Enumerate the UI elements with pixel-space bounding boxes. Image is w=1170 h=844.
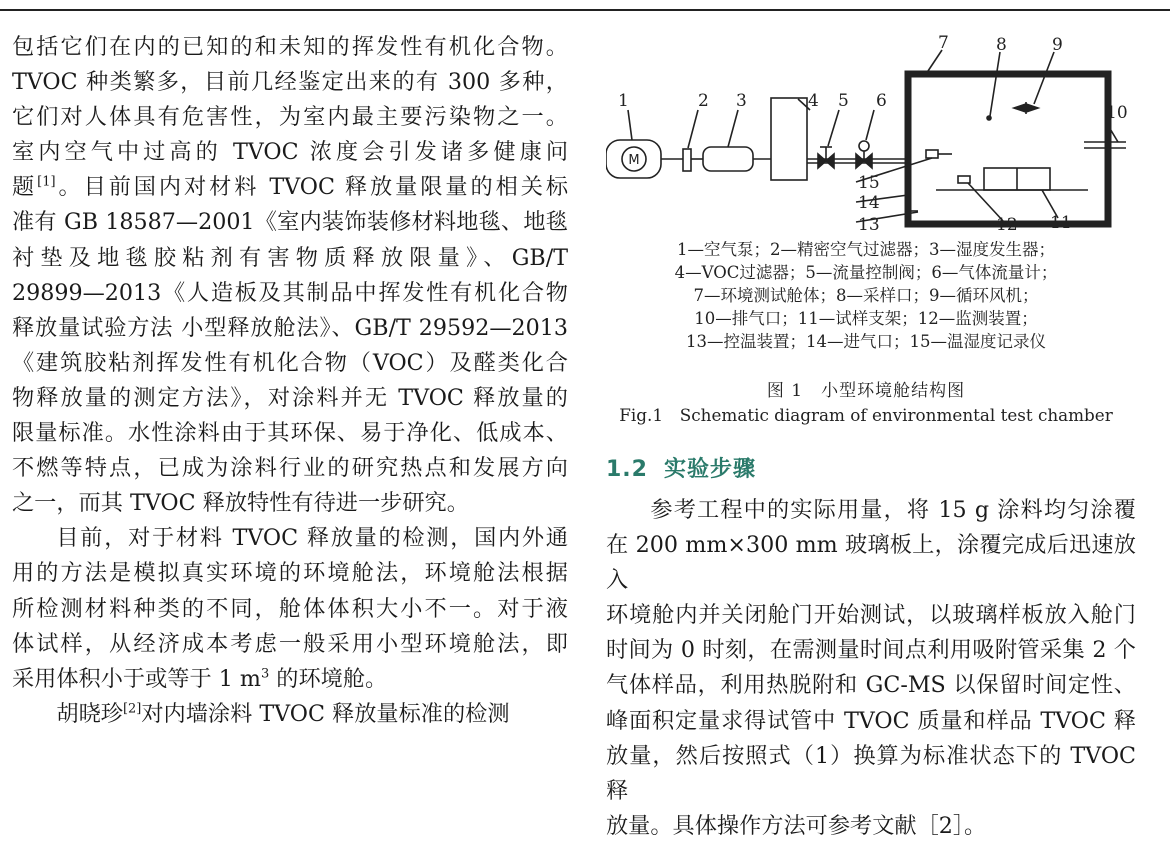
sampling-port <box>987 116 991 120</box>
figure-caption-en: Fig.1 Schematic diagram of environmental test chamber <box>619 405 1113 425</box>
top-rule <box>0 9 1170 11</box>
text-line: 峰面积定量求得试管中 TVOC 质量和样品 TVOC 释 <box>606 707 1136 734</box>
text-line: 不燃等特点，已成为涂料行业的研究热点和发展方向 <box>12 455 568 482</box>
figure-legend <box>606 238 1126 353</box>
legend-line: 7—环境测试舱体；8—采样口；9—循环风机； <box>693 286 1039 305</box>
left-column <box>12 30 568 732</box>
monitor-device <box>958 176 970 183</box>
chamber-wall <box>908 74 1108 224</box>
thermo-hygro-recorder <box>926 150 938 158</box>
label-2: 2 <box>698 91 709 111</box>
label-14: 14 <box>858 193 880 213</box>
text-line: 限量标准。水性涂料由于其环保、易于净化、低成本、 <box>12 420 568 447</box>
section-number: 1.2 <box>606 457 648 482</box>
text-line: 衬垫及地毯胶粘剂有害物质释放限量》、GB/T <box>12 244 568 271</box>
citation: [1] <box>37 174 56 190</box>
text-line: 所检测材料种类的不同，舱体体积大小不一。对于液 <box>12 595 568 622</box>
citation: [2] <box>122 701 142 717</box>
voc-filter <box>771 98 807 180</box>
text-line: 29899—2013《人造板及其制品中挥发性有机化合物 <box>12 279 568 306</box>
text-line: 时间为 0 时刻，在需测量时间点利用吸附管采集 2 个 <box>606 637 1136 664</box>
label-7: 7 <box>938 33 949 53</box>
label-6: 6 <box>876 91 887 111</box>
label-9: 9 <box>1052 35 1063 55</box>
text-line: 准有 GB 18587—2001《室内装饰装修材料地毯、地毯 <box>12 209 568 236</box>
text-line: 在 200 mm×300 mm 玻璃板上，涂覆完成后迅速放入 <box>606 532 1136 594</box>
text-line: 室内空气中过高的 TVOC 浓度会引发诸多健康问 <box>12 139 568 166</box>
text-line: 采用体积小于或等于 1 $m^3$ 的环境舱。 <box>12 665 388 692</box>
text-line: 用的方法是模拟真实环境的环境舱法，环境舱法根据 <box>12 560 568 587</box>
figure-caption-cn: 图 1 小型环境舱结构图 <box>766 381 966 401</box>
right-body-text <box>606 493 1136 844</box>
text-line: 气体样品，利用热脱附和 GC-MS 以保留时间定性、 <box>606 672 1136 699</box>
label-8: 8 <box>996 35 1007 55</box>
text-line: 释放量试验方法 小型释放舱法》、GB/T 29592—2013 <box>12 314 568 341</box>
legend-line: 4—VOC过滤器；5—流量控制阀；6—气体流量计； <box>674 263 1058 282</box>
precision-filter <box>683 149 691 171</box>
section-title: 实验步骤 <box>663 457 756 482</box>
text-line: 物释放量的测定方法》，对涂料并无 TVOC 释放量的 <box>12 384 568 411</box>
legend-line: 1—空气泵；2—精密空气过滤器；3—湿度发生器； <box>677 240 1055 259</box>
superscript: 3 <box>260 666 270 682</box>
label-1: 1 <box>618 91 629 111</box>
label-15: 15 <box>858 173 880 193</box>
text-line: 体试样，从经济成本考虑一般采用小型环境舱法，即 <box>12 630 568 657</box>
label-10: 10 <box>1106 103 1128 123</box>
text-line: 放量，然后按照式（1）换算为标准状态下的 TVOC 释 <box>606 742 1136 804</box>
text-line: 放量。具体操作方法可参考文献［2］。 <box>606 812 987 839</box>
text-line: 题[1]。目前国内对材料 TVOC 释放量限量的相关标 <box>12 174 569 201</box>
chamber-schematic <box>606 30 1136 235</box>
text-line: 环境舱内并关闭舱门开始测试，以玻璃样板放入舱门 <box>606 602 1136 629</box>
text-line: 包括它们在内的已知的和未知的挥发性有机化合物。 <box>12 34 568 60</box>
legend-line: 13—控温装置；14—进气口；15—温湿度记录仪 <box>686 332 1046 351</box>
text-line: 参考工程中的实际用量，将 15 g 涂料均匀涂覆 <box>650 497 1136 523</box>
label-5: 5 <box>838 91 849 111</box>
section-heading <box>606 452 756 483</box>
text-line: 它们对人体具有危害性，为室内最主要污染物之一。 <box>12 104 568 131</box>
text-line: 之一，而其 TVOC 释放特性有待进一步研究。 <box>12 490 469 517</box>
text-line: 胡晓珍[2]对内墙涂料 TVOC 释放量标准的检测 <box>56 700 510 727</box>
text-line: TVOC 种类繁多，目前几经鉴定出来的有 300 多种， <box>12 69 568 96</box>
svg-text:M: M <box>628 153 640 168</box>
label-12: 12 <box>996 215 1018 235</box>
text-line: 目前，对于材料 TVOC 释放量的检测，国内外通 <box>56 525 568 552</box>
text-line: 《建筑胶粘剂挥发性有机化合物（VOC）及醛类化合 <box>12 349 568 376</box>
label-3: 3 <box>736 91 747 111</box>
label-11: 11 <box>1050 213 1072 233</box>
label-13: 13 <box>858 215 880 235</box>
legend-line: 10—排气口；11—试样支架；12—监测装置； <box>694 309 1038 328</box>
label-4: 4 <box>808 91 819 111</box>
humidity-generator <box>703 147 753 171</box>
